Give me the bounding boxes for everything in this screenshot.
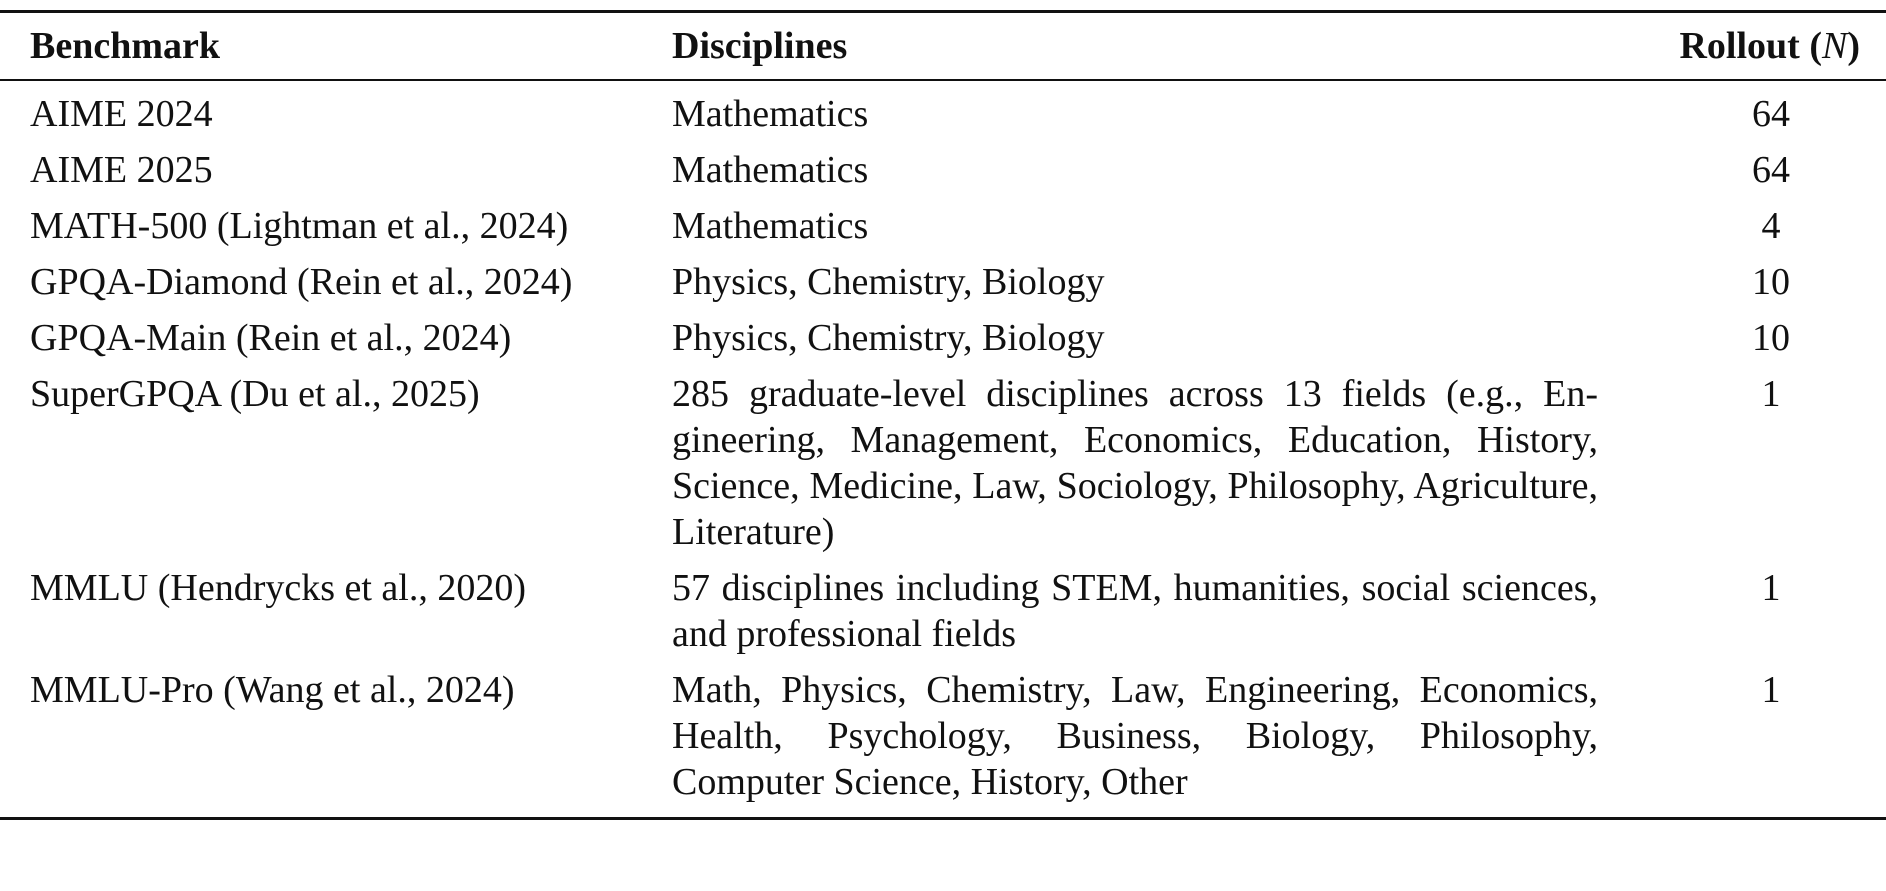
header-disciplines: Disciplines <box>672 25 848 67</box>
cell-disciplines <box>672 555 1632 657</box>
table-row <box>0 657 1886 819</box>
disciplines-text: Physics, Chemistry, Biology <box>672 261 1105 303</box>
disciplines-text: Math, Physics, Chemistry, Law, Engineering, Economics, Health, Psychology, Business, Biology, Philosophy, Computer Science, History, Other <box>672 669 1598 803</box>
header-rollout <box>1632 12 1886 81</box>
table-row <box>0 80 1886 137</box>
disciplines-text: Physics, Chemistry, Biology <box>672 317 1105 359</box>
disciplines-text: Mathematics <box>672 93 869 135</box>
cell-benchmark: AIME 2025 <box>30 149 213 191</box>
cell-disciplines <box>672 80 1632 137</box>
cell-disciplines <box>672 305 1632 361</box>
table-row <box>0 249 1886 305</box>
disciplines-text: 57 disciplines including STEM, humanities, social sciences, and professional fields <box>672 567 1598 655</box>
cell-rollout: 1 <box>1761 373 1781 415</box>
cell-rollout: 10 <box>1752 261 1790 303</box>
table-header <box>0 12 1886 81</box>
cell-benchmark: SuperGPQA (Du et al., 2025) <box>30 373 480 415</box>
cell-benchmark: GPQA-Main (Rein et al., 2024) <box>30 317 512 359</box>
cell-benchmark: MATH-500 (Lightman et al., 2024) <box>30 205 569 247</box>
disciplines-text: Mathematics <box>672 149 869 191</box>
table-body <box>0 80 1886 819</box>
disciplines-text: Mathematics <box>672 205 869 247</box>
header-rollout-variable: N <box>1821 25 1848 67</box>
table-row <box>0 193 1886 249</box>
header-benchmark: Benchmark <box>30 25 220 67</box>
header-rollout-close: ) <box>1847 25 1860 67</box>
cell-rollout: 64 <box>1752 93 1790 135</box>
header-rollout-label: Rollout ( <box>1679 25 1822 67</box>
cell-rollout: 64 <box>1752 149 1790 191</box>
cell-rollout: 1 <box>1761 567 1781 609</box>
table-row <box>0 361 1886 555</box>
cell-benchmark: MMLU-Pro (Wang et al., 2024) <box>30 669 515 711</box>
cell-disciplines <box>672 361 1632 555</box>
header-row <box>0 12 1886 81</box>
table-row <box>0 137 1886 193</box>
cell-rollout: 10 <box>1752 317 1790 359</box>
cell-disciplines <box>672 137 1632 193</box>
cell-disciplines <box>672 193 1632 249</box>
cell-benchmark: GPQA-Diamond (Rein et al., 2024) <box>30 261 573 303</box>
cell-rollout: 4 <box>1761 205 1781 247</box>
cell-rollout: 1 <box>1761 669 1781 711</box>
table-row <box>0 555 1886 657</box>
cell-benchmark: MMLU (Hendrycks et al., 2020) <box>30 567 527 609</box>
table-row <box>0 305 1886 361</box>
benchmark-table-container <box>0 10 1886 820</box>
benchmark-table <box>0 10 1886 820</box>
disciplines-text: 285 graduate-level disciplines across 13 fields (e.g., Engineering, Management, Economics, Education, History, Science, Medicine, Law, Sociology, Philosophy, Agriculture, Literature) <box>672 373 1598 553</box>
cell-disciplines <box>672 249 1632 305</box>
cell-disciplines <box>672 657 1632 819</box>
cell-benchmark: AIME 2024 <box>30 93 213 135</box>
